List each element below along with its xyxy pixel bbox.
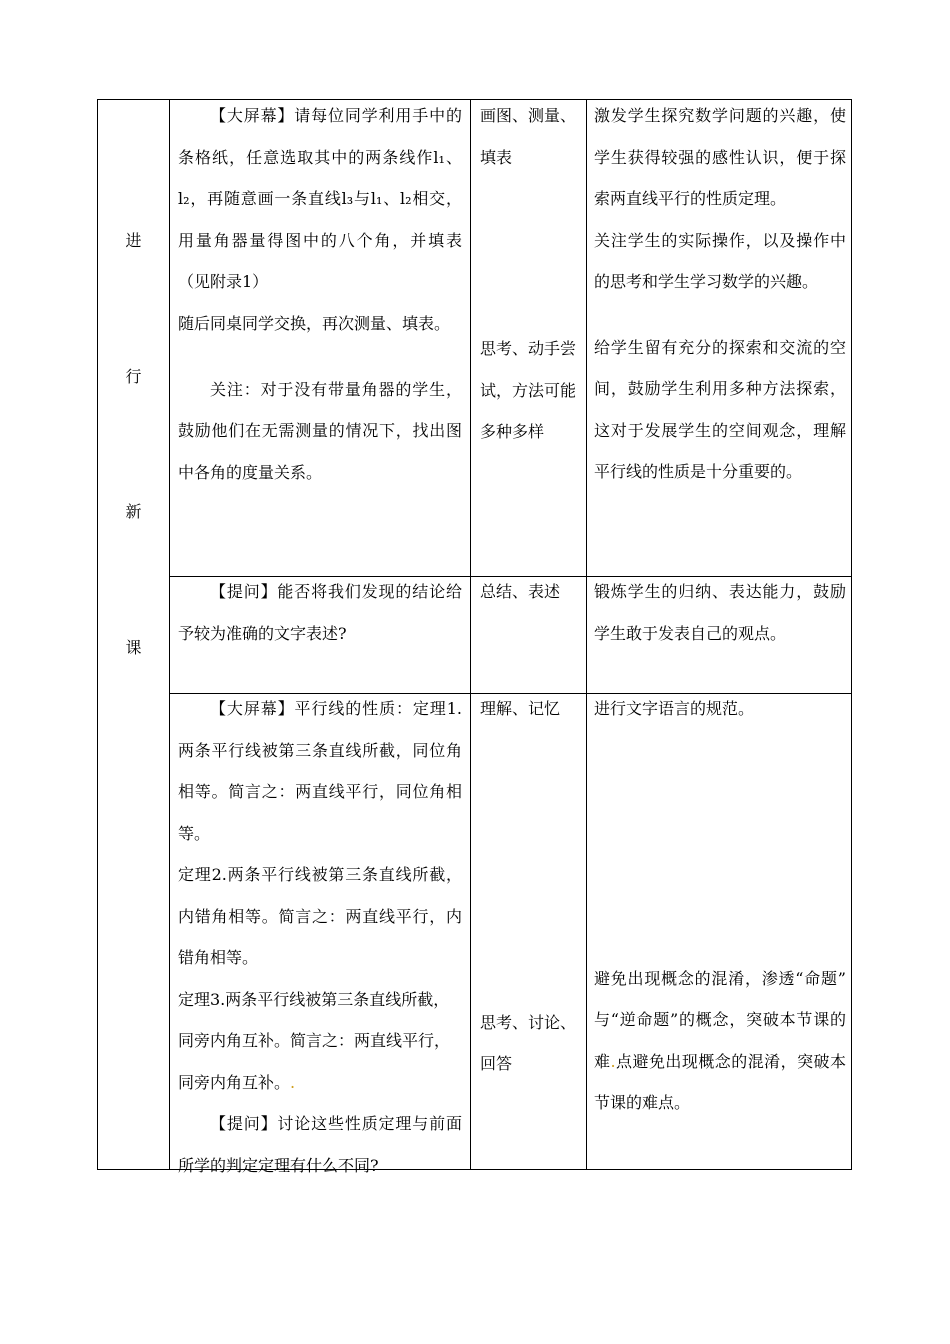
stage-char: 新 xyxy=(125,502,142,521)
lesson-table xyxy=(97,99,852,1175)
activity-text: 总结、表述 xyxy=(480,582,561,601)
column-divider xyxy=(470,100,471,1169)
activity-text: 理解、记忆 xyxy=(480,699,561,718)
row2-content-cell xyxy=(178,571,462,654)
intent-text: 激发学生探究数学问题的兴趣，使学生获得较强的感性认识，便于探索两直线平行的性质定理。 xyxy=(594,106,846,208)
column-divider xyxy=(586,100,587,1169)
activity-text: 思考、动手尝试，方法可能多种多样 xyxy=(480,339,577,441)
intent-text: 关注学生的实际操作，以及操作中的思考和学生学习数学的兴趣。 xyxy=(594,230,846,291)
content-paragraph: 定理3.两条平行线被第三条直线所截，同旁内角互补。简言之：两直线平行，同旁内角互补。 xyxy=(178,989,451,1092)
row3-activity-cell xyxy=(480,688,576,1085)
intent-text: 点避免出现概念的混淆，突破本节课的难点。 xyxy=(594,1051,846,1112)
intent-text: 给学生留有充分的探索和交流的空间，鼓励学生利用多种方法探索，这对于发展学生的空间观念，理解平行线的性质是十分重要的。 xyxy=(594,337,846,481)
format-mark: . xyxy=(610,1051,616,1071)
row2-intent-cell xyxy=(594,571,846,654)
content-paragraph: 定理2.两条平行线被第三条直线所截，内错角相等。简言之：两直线平行，内错角相等。 xyxy=(178,865,462,967)
activity-text: 画图、测量、填表 xyxy=(480,106,577,167)
format-mark: . xyxy=(290,1072,296,1092)
column-divider xyxy=(169,100,170,1169)
intent-text: 进行文字语言的规范。 xyxy=(594,699,755,718)
row3-intent-cell xyxy=(594,688,846,1124)
content-paragraph: 随后同桌同学交换，再次测量、填表。 xyxy=(178,313,451,333)
row3-content-cell xyxy=(178,688,462,1186)
intent-text: 避免出现概念的混淆，渗透“命题” 与“逆命题”的概念，突破本节课的难 xyxy=(594,968,846,1071)
activity-text: 思考、讨论、回答 xyxy=(480,1012,577,1073)
row1-content-cell xyxy=(178,95,462,493)
intent-text: 锻炼学生的归纳、表达能力，鼓励学生敢于发表自己的观点。 xyxy=(594,582,846,643)
content-paragraph: 关注：对于没有带量角器的学生，鼓励他们在无需测量的情况下，找出图中各角的度量关系。 xyxy=(178,379,462,482)
intent-text-block xyxy=(594,958,846,1124)
content-paragraph: 【提问】能否将我们发现的结论给予较为准确的文字表述? xyxy=(178,582,462,643)
stage-char: 行 xyxy=(125,367,142,386)
row1-intent-cell xyxy=(594,95,846,493)
row2-activity-cell xyxy=(480,571,576,613)
stage-char: 进 xyxy=(125,231,142,250)
content-paragraph: 【大屏幕】请每位同学利用手中的条格纸，任意选取其中的两条线作l₁、l₂，再随意画一条直线l₃与l₁、l₂相交，用量角器量得图中的八个角，并填表（见附录1） xyxy=(178,106,462,291)
content-paragraph: 【提问】讨论这些性质定理与前面所学的判定定理有什么不同? xyxy=(178,1114,462,1175)
stage-char: 课 xyxy=(125,638,142,657)
content-paragraph: 【大屏幕】平行线的性质：定理1.两条平行线被第三条直线所截，同位角相等。简言之：两直线平行，同位角相等。 xyxy=(178,699,462,843)
row1-activity-cell xyxy=(480,95,576,453)
